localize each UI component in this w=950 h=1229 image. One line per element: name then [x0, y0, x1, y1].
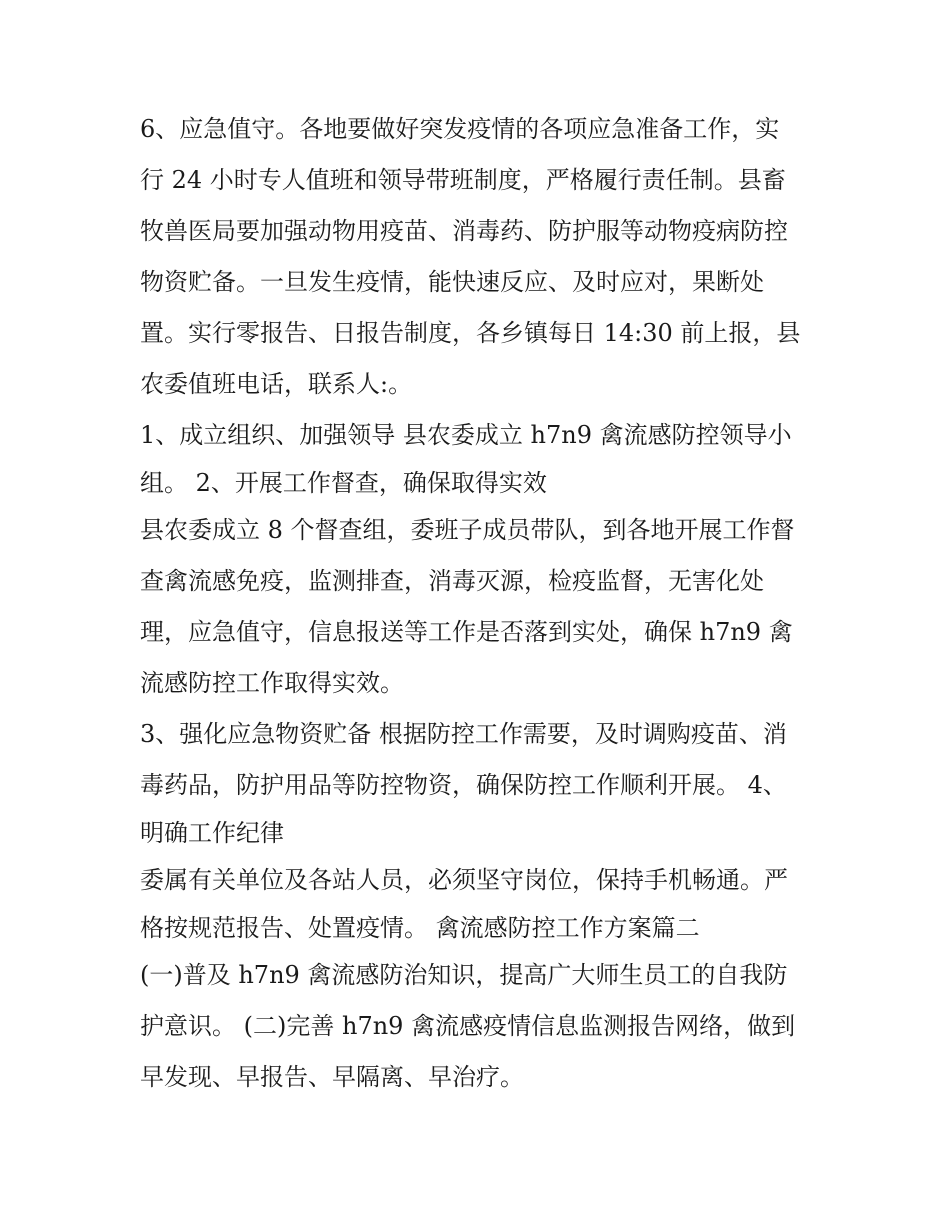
text-line: 毒药品，防护用品等防控物资，确保防控工作顺利开展。 4、	[140, 771, 787, 799]
document-body	[140, 104, 840, 1103]
text-line: 县农委成立 8 个督查组，委班子成员带队，到各地开展工作督	[140, 516, 795, 544]
text-line: 农委值班电话，联系人:。	[140, 370, 413, 398]
text-line: 6、应急值守。各地要做好突发疫情的各项应急准备工作，实	[140, 115, 780, 143]
text-line: (一)普及 h7n9 禽流感防治知识，提高广大师生员工的自我防	[140, 961, 788, 989]
text-line: 物资贮备。一旦发生疫情，能快速反应、及时应对，果断处	[140, 268, 764, 296]
text-line: 组。 2、开展工作督查，确保取得实效	[140, 469, 547, 497]
text-line: 护意识。 (二)完善 h7n9 禽流感疫情信息监测报告网络，做到	[140, 1012, 796, 1040]
text-line: 1、成立组织、加强领导 县农委成立 h7n9 禽流感防控领导小	[140, 421, 792, 449]
text-line: 3、强化应急物资贮备 根据防控工作需要，及时调购疫苗、消	[140, 720, 787, 748]
text-line: 理，应急值守，信息报送等工作是否落到实处，确保 h7n9 禽	[140, 618, 793, 646]
text-line: 早发现、早报告、早隔离、早治疗。	[140, 1063, 524, 1091]
text-line: 格按规范报告、处置疫情。 禽流感防控工作方案篇二	[140, 914, 700, 942]
text-line: 委属有关单位及各站人员，必须坚守岗位，保持手机畅通。严	[140, 866, 788, 894]
text-line: 牧兽医局要加强动物用疫苗、消毒药、防护服等动物疫病防控	[140, 217, 788, 245]
text-line: 明确工作纪律	[140, 819, 284, 847]
text-line: 行 24 小时专人值班和领导带班制度，严格履行责任制。县畜	[140, 166, 786, 194]
text-line: 置。实行零报告、日报告制度，各乡镇每日 14:30 前上报，县	[140, 319, 801, 347]
text-line: 流感防控工作取得实效。	[140, 669, 404, 697]
text-line: 查禽流感免疫，监测排查，消毒灭源，检疫监督，无害化处	[140, 567, 764, 595]
